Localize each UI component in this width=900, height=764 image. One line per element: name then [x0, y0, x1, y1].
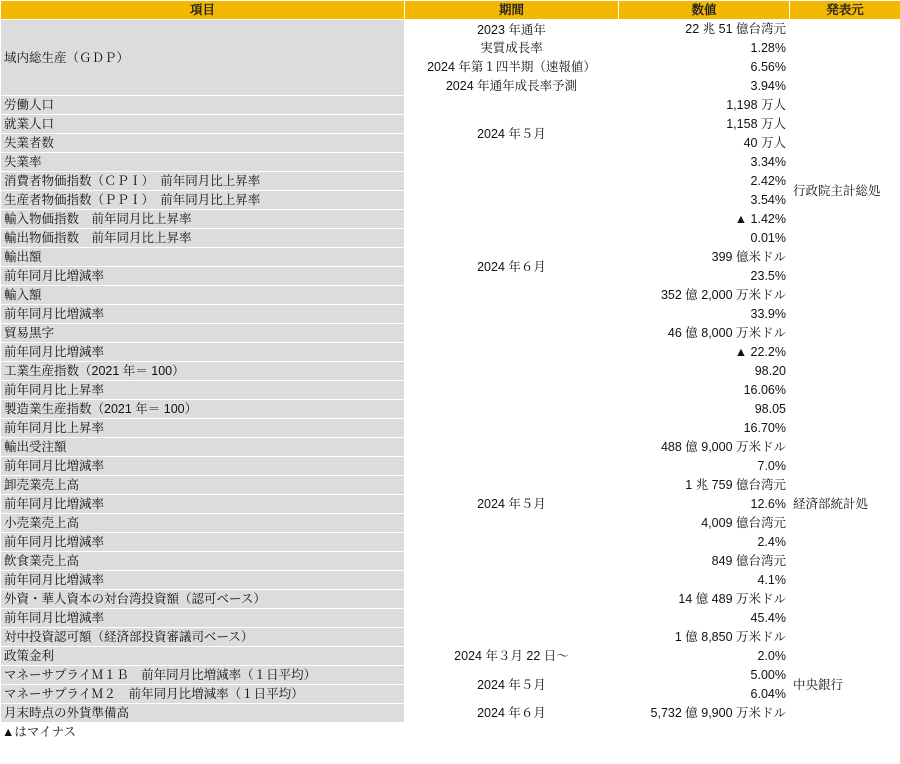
row-item: 前年同月比増減率 [1, 457, 405, 476]
row-value: 3.94% [619, 77, 790, 96]
row-source: 行政院主計総処 [790, 20, 900, 362]
row-item: 輸出物価指数 前年同月比上昇率 [1, 229, 405, 248]
row-item: 前年同月比上昇率 [1, 381, 405, 400]
row-item: 前年同月比増減率 [1, 609, 405, 628]
row-item: 前年同月比増減率 [1, 533, 405, 552]
row-period: 2024 年５月 [405, 362, 619, 647]
row-period: 2024 年３月 22 日〜 [405, 647, 619, 666]
header-period: 期間 [405, 1, 619, 20]
row-item: 卸売業売上高 [1, 476, 405, 495]
row-value: 4.1% [619, 571, 790, 590]
row-value: 16.70% [619, 419, 790, 438]
table-row [1, 704, 900, 723]
row-item: 域内総生産（ＧＤＰ） [1, 20, 405, 96]
table-row [1, 20, 900, 39]
row-item: 前年同月比上昇率 [1, 419, 405, 438]
row-value: 7.0% [619, 457, 790, 476]
row-value: 352 億 2,000 万米ドル [619, 286, 790, 305]
row-item: マネーサプライＭ２ 前年同月比増減率（１日平均） [1, 685, 405, 704]
row-item: 労働人口 [1, 96, 405, 115]
row-value: 33.9% [619, 305, 790, 324]
row-item: 貿易黒字 [1, 324, 405, 343]
table-row [1, 362, 900, 381]
row-value: 4,009 億台湾元 [619, 514, 790, 533]
row-period: 2024 年６月 [405, 704, 619, 723]
row-source: 中央銀行 [790, 647, 900, 723]
row-item: 飲食業売上高 [1, 552, 405, 571]
header-source: 発表元 [790, 1, 900, 20]
period-line1: 2023 年通年 [477, 22, 546, 37]
footnote: ▲はマイナス [2, 725, 77, 739]
row-value: 2.4% [619, 533, 790, 552]
period-line2: 実質成長率 [480, 40, 543, 55]
row-period: 2024 年５月 [405, 666, 619, 704]
row-value: ▲ 1.42% [619, 210, 790, 229]
row-item: マネーサプライＭ１Ｂ 前年同月比増減率（１日平均） [1, 666, 405, 685]
row-value: 1 億 8,850 万米ドル [619, 628, 790, 647]
row-value: 6.04% [619, 685, 790, 704]
row-value: 45.4% [619, 609, 790, 628]
row-source: 経済部統計処 [790, 362, 900, 647]
row-item: 輸出受注額 [1, 438, 405, 457]
row-period: 2024 年６月 [405, 172, 619, 362]
row-item: 生産者物価指数（ＰＰＩ） 前年同月比上昇率 [1, 191, 405, 210]
row-period: 2024 年５月 [405, 96, 619, 172]
header-item: 項目 [1, 1, 405, 20]
row-item: 前年同月比増減率 [1, 305, 405, 324]
row-item: 前年同月比増減率 [1, 495, 405, 514]
row-value: 22 兆 51 億台湾元 [619, 20, 790, 39]
row-value: 16.06% [619, 381, 790, 400]
table-row [1, 647, 900, 666]
row-value: 98.20 [619, 362, 790, 381]
row-value: 1.28% [619, 39, 790, 58]
row-value: 1,158 万人 [619, 115, 790, 134]
row-value: 14 億 489 万米ドル [619, 590, 790, 609]
row-value: 399 億米ドル [619, 248, 790, 267]
table-row [1, 172, 900, 191]
row-value: 2.0% [619, 647, 790, 666]
row-period: 2024 年通年成長率予測 [405, 77, 619, 96]
row-item: 小売業売上高 [1, 514, 405, 533]
row-item: 輸入額 [1, 286, 405, 305]
row-value: 5.00% [619, 666, 790, 685]
table-row [1, 96, 900, 115]
row-item: 輸入物価指数 前年同月比上昇率 [1, 210, 405, 229]
row-item: 製造業生産指数（2021 年＝ 100） [1, 400, 405, 419]
table-row [1, 666, 900, 685]
row-item: 就業人口 [1, 115, 405, 134]
row-value: 23.5% [619, 267, 790, 286]
row-item: 前年同月比増減率 [1, 343, 405, 362]
row-value: 2.42% [619, 172, 790, 191]
row-period [405, 20, 619, 58]
row-item: 政策金利 [1, 647, 405, 666]
row-item: 工業生産指数（2021 年＝ 100） [1, 362, 405, 381]
row-period: 2024 年第１四半期（速報値） [405, 58, 619, 77]
row-item: 前年同月比増減率 [1, 571, 405, 590]
row-value: 6.56% [619, 58, 790, 77]
row-value: 488 億 9,000 万米ドル [619, 438, 790, 457]
row-value: 40 万人 [619, 134, 790, 153]
row-item: 失業者数 [1, 134, 405, 153]
row-value: 1,198 万人 [619, 96, 790, 115]
header-value: 数値 [619, 1, 790, 20]
row-value: 98.05 [619, 400, 790, 419]
row-value: 46 億 8,000 万米ドル [619, 324, 790, 343]
row-item: 外資・華人資本の対台湾投資額（認可ベース） [1, 590, 405, 609]
header-row [1, 1, 900, 20]
row-value: 849 億台湾元 [619, 552, 790, 571]
row-item: 消費者物価指数（ＣＰＩ） 前年同月比上昇率 [1, 172, 405, 191]
row-item: 対中投資認可額（経済部投資審議司ベース） [1, 628, 405, 647]
row-item: 月末時点の外貨準備高 [1, 704, 405, 723]
row-value: 3.34% [619, 153, 790, 172]
row-value: 12.6% [619, 495, 790, 514]
row-value: 1 兆 759 億台湾元 [619, 476, 790, 495]
row-item: 前年同月比増減率 [1, 267, 405, 286]
row-item: 輸出額 [1, 248, 405, 267]
row-value: 0.01% [619, 229, 790, 248]
row-value: ▲ 22.2% [619, 343, 790, 362]
row-value: 3.54% [619, 191, 790, 210]
row-value: 5,732 億 9,900 万米ドル [619, 704, 790, 723]
row-item: 失業率 [1, 153, 405, 172]
